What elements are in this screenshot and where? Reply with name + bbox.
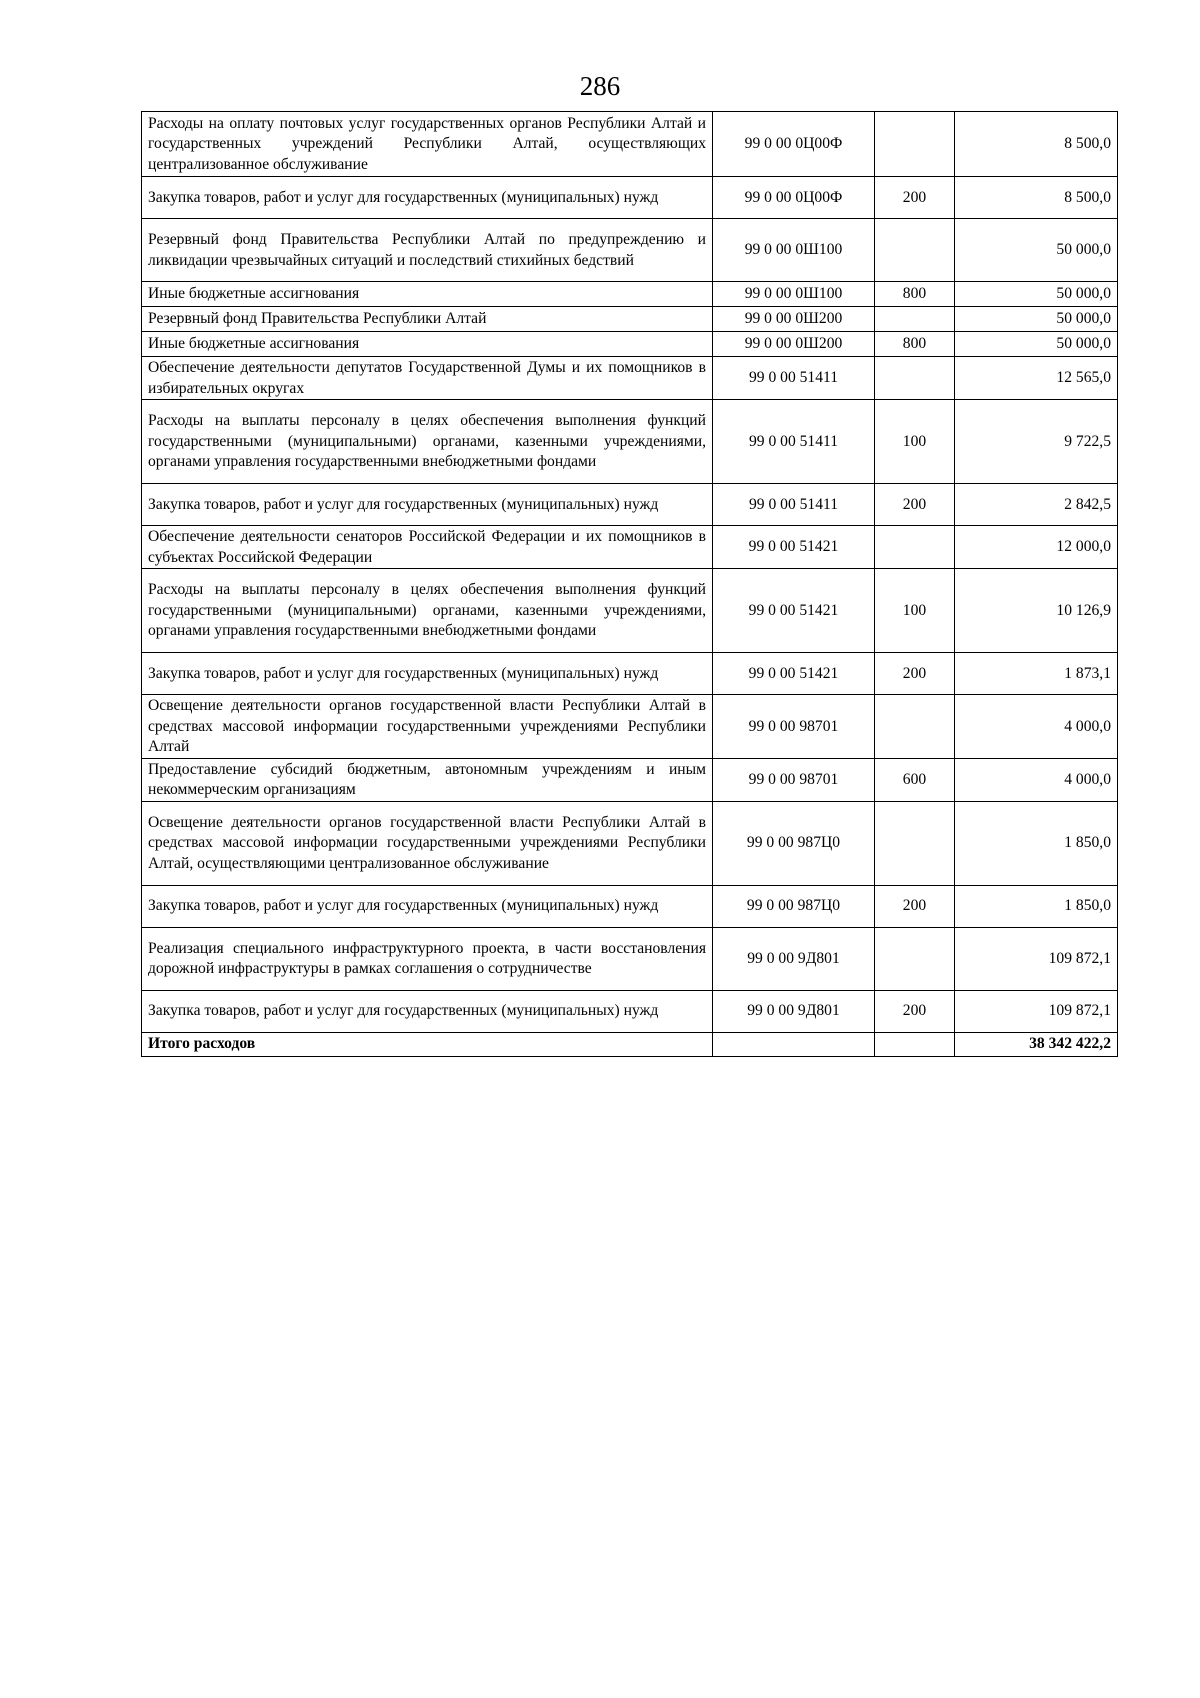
table-row [142,484,1118,526]
row-amount: 4 000,0 [955,758,1118,801]
row-amount: 109 872,1 [955,990,1118,1032]
budget-table [141,111,1118,1057]
row-code: 99 0 00 98701 [713,695,875,759]
row-code: 99 0 00 0Ц00Ф [713,112,875,177]
row-code: 99 0 00 51421 [713,653,875,695]
row-amount: 4 000,0 [955,695,1118,759]
row-expense-type: 200 [875,990,955,1032]
table-row [142,695,1118,759]
row-description: Закупка товаров, работ и услуг для государственных (муниципальных) нужд [142,885,713,927]
table-row [142,400,1118,484]
table-row [142,357,1118,400]
total-row [142,1032,1118,1056]
table-row [142,990,1118,1032]
table-row [142,177,1118,219]
row-description: Обеспечение деятельности депутатов Государственной Думы и их помощников в избирательных округах [142,357,713,400]
table-row [142,526,1118,569]
row-amount: 1 850,0 [955,801,1118,885]
row-description: Освещение деятельности органов государственной власти Республики Алтай в средствах массовой информации государственными учреждениями Республики Алтай [142,695,713,759]
row-expense-type: 100 [875,569,955,653]
row-amount: 12 000,0 [955,526,1118,569]
row-description: Реализация специального инфраструктурного проекта, в части восстановления дорожной инфраструктуры в рамках соглашения о сотрудничестве [142,927,713,990]
row-description: Расходы на выплаты персоналу в целях обеспечения выполнения функций государственными (муниципальными) органами, казенными учреждениями, органами управления государственными внебюджетными фондами [142,400,713,484]
row-description: Обеспечение деятельности сенаторов Российской Федерации и их помощников в субъектах Российской Федерации [142,526,713,569]
table-row [142,307,1118,332]
table-row [142,653,1118,695]
row-amount: 50 000,0 [955,282,1118,307]
row-description: Закупка товаров, работ и услуг для государственных (муниципальных) нужд [142,484,713,526]
row-code: 99 0 00 9Д801 [713,990,875,1032]
row-expense-type: 600 [875,758,955,801]
page-number: 286 [579,71,621,101]
row-expense-type: 200 [875,484,955,526]
row-code: 99 0 00 51421 [713,526,875,569]
table-row [142,112,1118,177]
row-expense-type [875,801,955,885]
row-expense-type [875,357,955,400]
row-code: 99 0 00 51411 [713,357,875,400]
row-amount: 12 565,0 [955,357,1118,400]
row-description: Расходы на выплаты персоналу в целях обеспечения выполнения функций государственными (муниципальными) органами, казенными учреждениями, органами управления государственными внебюджетными фондами [142,569,713,653]
row-description: Расходы на оплату почтовых услуг государственных органов Республики Алтай и государственных учреждений Республики Алтай, осуществляющих централизованное обслуживание [142,112,713,177]
row-expense-type [875,526,955,569]
row-description: Закупка товаров, работ и услуг для государственных (муниципальных) нужд [142,177,713,219]
row-amount: 50 000,0 [955,332,1118,357]
table-row [142,332,1118,357]
row-expense-type [875,307,955,332]
row-description: Закупка товаров, работ и услуг для государственных (муниципальных) нужд [142,990,713,1032]
row-expense-type [875,695,955,759]
budget-table-body [142,112,1118,1057]
row-amount: 10 126,9 [955,569,1118,653]
row-description: Предоставление субсидий бюджетным, автономным учреждениям и иным некоммерческим организациям [142,758,713,801]
row-code: 99 0 00 51411 [713,400,875,484]
row-amount: 1 850,0 [955,885,1118,927]
row-description: Иные бюджетные ассигнования [142,282,713,307]
row-expense-type: 800 [875,282,955,307]
row-amount: 50 000,0 [955,219,1118,282]
row-code: 99 0 00 0Ш200 [713,332,875,357]
row-expense-type [875,927,955,990]
row-code: 99 0 00 0Ш100 [713,282,875,307]
row-description: Освещение деятельности органов государственной власти Республики Алтай в средствах массовой информации государственными учреждениями Республики Алтай, осуществляющими централизованное обслуживание [142,801,713,885]
total-expense-type [875,1032,955,1056]
table-row [142,801,1118,885]
row-amount: 2 842,5 [955,484,1118,526]
row-code: 99 0 00 987Ц0 [713,885,875,927]
table-row [142,885,1118,927]
row-amount: 50 000,0 [955,307,1118,332]
table-row [142,569,1118,653]
row-amount: 1 873,1 [955,653,1118,695]
row-expense-type [875,112,955,177]
total-label: Итого расходов [142,1032,713,1056]
row-expense-type: 100 [875,400,955,484]
row-amount: 109 872,1 [955,927,1118,990]
row-code: 99 0 00 9Д801 [713,927,875,990]
row-amount: 8 500,0 [955,112,1118,177]
row-code: 99 0 00 0Ш100 [713,219,875,282]
row-expense-type: 200 [875,177,955,219]
row-description: Резервный фонд Правительства Республики Алтай [142,307,713,332]
row-expense-type: 800 [875,332,955,357]
total-code [713,1032,875,1056]
row-amount: 9 722,5 [955,400,1118,484]
row-description: Резервный фонд Правительства Республики Алтай по предупреждению и ликвидации чрезвычайных ситуаций и последствий стихийных бедствий [142,219,713,282]
row-expense-type: 200 [875,653,955,695]
row-code: 99 0 00 98701 [713,758,875,801]
row-code: 99 0 00 0Ш200 [713,307,875,332]
row-amount: 8 500,0 [955,177,1118,219]
row-expense-type [875,219,955,282]
total-amount: 38 342 422,2 [955,1032,1118,1056]
row-code: 99 0 00 987Ц0 [713,801,875,885]
row-expense-type: 200 [875,885,955,927]
table-row [142,758,1118,801]
table-row [142,927,1118,990]
row-code: 99 0 00 51411 [713,484,875,526]
row-code: 99 0 00 0Ц00Ф [713,177,875,219]
row-code: 99 0 00 51421 [713,569,875,653]
row-description: Иные бюджетные ассигнования [142,332,713,357]
table-row [142,282,1118,307]
table-row [142,219,1118,282]
row-description: Закупка товаров, работ и услуг для государственных (муниципальных) нужд [142,653,713,695]
